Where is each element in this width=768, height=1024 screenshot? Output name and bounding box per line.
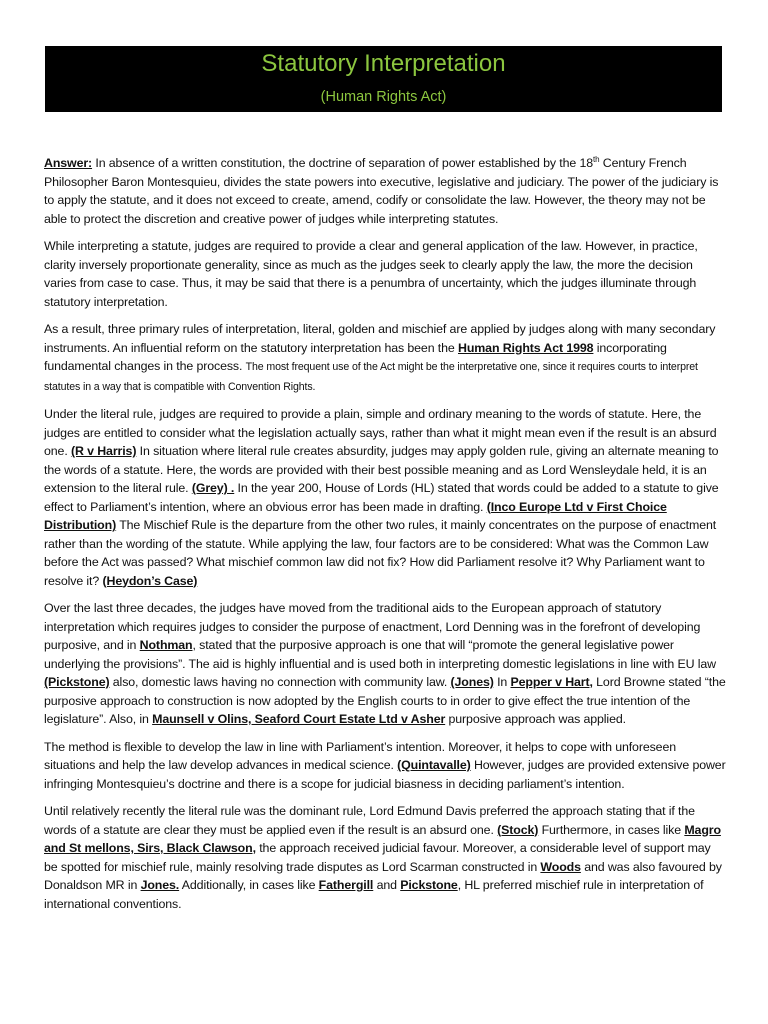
title-banner [45, 46, 722, 112]
case-reference: (Inco Europe Ltd v First Choice Distribution) [44, 499, 667, 532]
case-reference: Nothman [139, 638, 193, 652]
paragraph-text: In situation where literal rule creates absurdity, judges may apply golden rule, giving an alternate meaning to the words of a statute. Here, the words are provided with their best possible meaning and as Lord Wensleydale held, it is an extension to the literal rule. [44, 444, 719, 495]
case-reference: Pickstone [400, 878, 458, 892]
paragraph-text: purposive approach was applied. [445, 712, 626, 726]
paragraph-purposive [44, 599, 726, 729]
paragraph-clarity [44, 237, 726, 311]
paragraph-text: also, domestic laws having no connection with community law. [109, 675, 451, 689]
paragraph-text: However, judges are provided extensive power infringing Montesquieu’s doctrine and there is a scope for judicial biasness in deciding parliament’s intention. [44, 758, 726, 791]
superscript-ordinal: th [593, 154, 600, 164]
paragraph-text: and was also favoured by Donaldson MR in [44, 859, 722, 892]
paragraph-dominant-rule [44, 802, 726, 913]
footnote-text: The most frequent use of the Act might be the interpretative one, since it requires courts to interpret statutes in a way that is compatible with Convention Rights. [44, 361, 698, 393]
case-reference: Maunsell v Olins, Seaford Court Estate Ltd v Asher [152, 712, 446, 726]
case-reference: (Pickstone) [44, 675, 110, 689]
case-reference: (R v Harris) [70, 444, 137, 458]
paragraph-flexibility [44, 738, 726, 794]
paragraph-text: Until relatively recently the literal rule was the dominant rule, Lord Edmund Davis preferred the approach stating that if the words of a statute are clear they must be applied even if the result is an absurd one. [44, 804, 695, 837]
paragraph-rules [44, 320, 726, 396]
case-reference: Fathergill [318, 878, 374, 892]
paragraph-text: In the year 200, House of Lords (HL) stated that words could be added to a statute to give effect to Parliament’s intention, where an obvious error has been made in drafting. [44, 481, 719, 514]
case-reference: Jones. [140, 878, 180, 892]
paragraph-answer [44, 154, 726, 228]
case-reference: Pepper v Hart, [510, 675, 593, 689]
paragraph-text: While interpreting a statute, judges are required to provide a clear and general application of the law. However, in practice, clarity inversely proportionate generality, since as much as the judges seek to clearly apply the law, the more the decision varies from case to case. Thus, it may be said that there is a penumbra of uncertainty, which the judges illuminate through statutory interpretation. [44, 239, 698, 309]
case-reference: Magro and St mellons, Sirs, Black Clawson, [44, 822, 721, 855]
paragraph-text: , stated that the purposive approach is one that will “promote the general legislative power underlying the provisions”. The aid is highly influential and is used both in interpreting domestic legislations in line with EU law [44, 638, 716, 671]
case-reference: Human Rights Act 1998 [458, 340, 594, 355]
paragraph-text: incorporating fundamental changes in the process. [44, 340, 667, 373]
answer-label: Answer: [44, 156, 93, 170]
case-reference: (Stock) [497, 822, 539, 837]
paragraph-text: As a result, three primary rules of interpretation, literal, golden and mischief are applied by judges along with many secondary instruments. An influential reform on the statutory interpretation has been the [44, 322, 716, 355]
paragraph-text: Lord Browne stated “the purposive approach to construction is now adopted by the English courts to in order to give effect the true intention of the legislature”. Also, in [44, 675, 726, 726]
case-reference: (Grey) . [191, 481, 235, 495]
paragraph-text: Under the literal rule, judges are required to provide a plain, simple and ordinary meaning to the words of statute. Here, the judges are entitled to consider what the legislation actually says, rather than what it might mean even if the result is an absurd one. [44, 407, 717, 458]
paragraph-literal-rule [44, 405, 726, 590]
paragraph-text: Furthermore, in cases like [538, 822, 685, 837]
case-reference: (Quintavalle) [397, 758, 471, 772]
paragraph-text: and [373, 878, 401, 892]
case-reference: Woods [540, 859, 581, 874]
document-title: Statutory Interpretation [261, 50, 506, 77]
document-body [44, 154, 726, 922]
document-subtitle: (Human Rights Act) [320, 89, 447, 105]
paragraph-text: Over the last three decades, the judges have moved from the traditional aids to the European approach of statutory interpretation which requires judges to consider the purpose of enactment, Lord Denning was in the forefront of developing purposive, and in [44, 601, 701, 652]
paragraph-text: the approach received judicial favour. Moreover, a considerable level of support may be spotted for mischief rule, mainly resolving trade disputes as Lord Scarman constructed in [44, 841, 711, 874]
case-reference: (Heydon’s Case) [102, 573, 198, 588]
paragraph-text: Century French Philosopher Baron Montesquieu, divides the state powers into executive, legislative and judiciary. The power of the judiciary is to apply the statute, and it does not exceed to create, amend, codify or consolidate the law. However, the theory may not be able to protect the discretion and creative power of judges while interpreting statutes. [44, 156, 719, 226]
paragraph-text: In [493, 675, 511, 689]
paragraph-text: The method is flexible to develop the law in line with Parliament’s intention. Moreover, it helps to cope with unforeseen situations and help the law develop advances in medical science. [44, 739, 676, 772]
paragraph-text: , HL preferred mischief rule in interpretation of international conventions. [44, 878, 704, 911]
paragraph-text: Additionally, in cases like [179, 878, 319, 892]
paragraph-text: In absence of a written constitution, the doctrine of separation of power established by the 18 [92, 156, 593, 170]
case-reference: (Jones) [450, 675, 494, 689]
paragraph-text: The Mischief Rule is the departure from the other two rules, it mainly concentrates on the purpose of enactment rather than the wording of the statute. While applying the law, four factors are to be considered: What was the Common Law before the Act was passed? What mischief common law did not fix? How did Parliament resolve it? Why Parliament want to resolve it? [44, 518, 717, 588]
